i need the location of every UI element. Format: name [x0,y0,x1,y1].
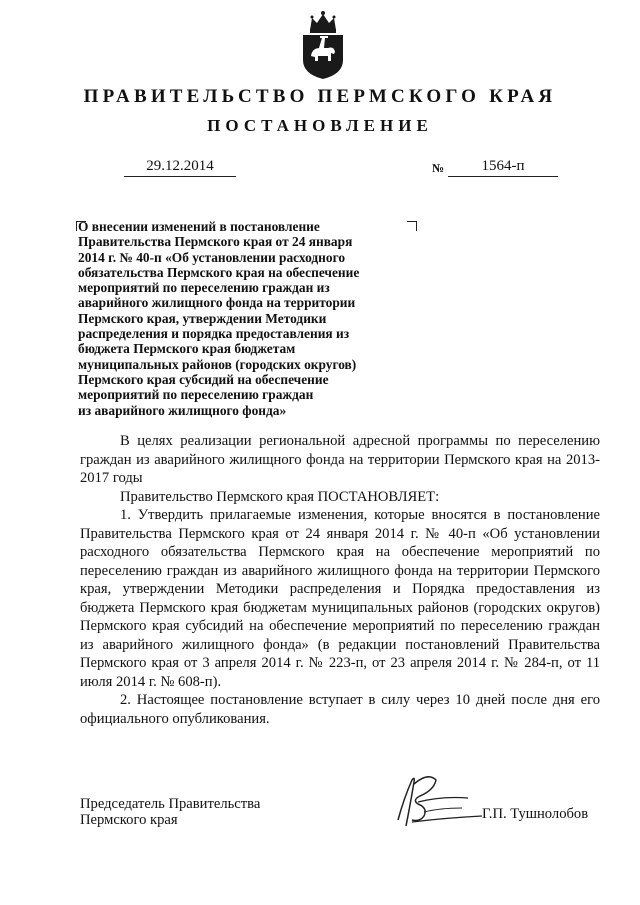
position-line-2: Пермского края [80,812,178,828]
crown-icon [310,11,336,33]
title-line: О внесении изменений в постановление [78,219,320,234]
document-date: 29.12.2014 [124,158,236,177]
title-line: из аварийного жилищного фонда» [78,402,287,418]
document-type: ПОСТАНОВЛЕНИЕ [207,116,433,135]
title-line: обязательства Пермского края на обеспечение [78,264,360,280]
item-1-paragraph: 1. Утвердить прилагаемые изменения, которые вносятся в постановление Правительства Пермского края от 24 января 2014 г. № 40-п «Об установлении расходного обязательства Пермского края на обеспечение мероприятий по переселению граждан из аварийного жилищного фонда на территории Пермского края, утверждении Методики распределения и Порядка предоставления из бюджета Пермского края бюджетам муниципальных районов (городских округов) Пермского края субсидий на обеспечение мероприятий по переселению граждан из аварийного жилищного фонда» (в редакции постановлений Правительства Пермского края от 3 апреля 2014 г. № 223-п, от 23 апреля 2014 г. № 284-п, от 11 июля 2014 г. № 608-п). [80,507,600,690]
number-label: № [432,161,445,175]
document-number: 1564-п [448,158,558,177]
title-line: мероприятий по переселению граждан [78,387,314,403]
signatory-name: Г.П. Тушнолобов [482,806,589,822]
government-name: ПРАВИТЕЛЬСТВО ПЕРМСКОГО КРАЯ [83,86,557,107]
title-line: Пермского края субсидий на обеспечение [78,371,329,387]
title-line: Правительства Пермского края от 24 января [78,234,353,250]
signatory-position [80,796,260,828]
document-title [78,219,418,418]
title-line: бюджета Пермского края бюджетам [78,341,296,357]
coat-of-arms-icon [298,8,348,80]
position-line-1: Председатель Правительства [80,796,261,812]
title-line: Пермского края, утверждении Методики [78,310,327,326]
document-body [80,432,600,728]
item-2-paragraph: 2. Настоящее постановление вступает в силу через 10 дней после дня его официального опубликования. [80,692,600,727]
intro-paragraph: В целях реализации региональной адресной программы по переселению граждан из аварийного жилищного фонда на территории Пермского края на 2013-2017 годы [80,433,600,486]
title-line: аварийного жилищного фонда на территории [78,295,356,311]
title-line: 2014 г. № 40-п «Об установлении расходного [78,249,346,265]
title-line: муниципальных районов (городских округов) [78,356,357,372]
handwritten-signature [384,768,484,832]
title-line: распределения и порядка предоставления из [78,326,350,342]
decree-paragraph: Правительство Пермского края ПОСТАНОВЛЯЕТ: [120,488,440,505]
title-line: мероприятий по переселению граждан из [78,280,330,296]
